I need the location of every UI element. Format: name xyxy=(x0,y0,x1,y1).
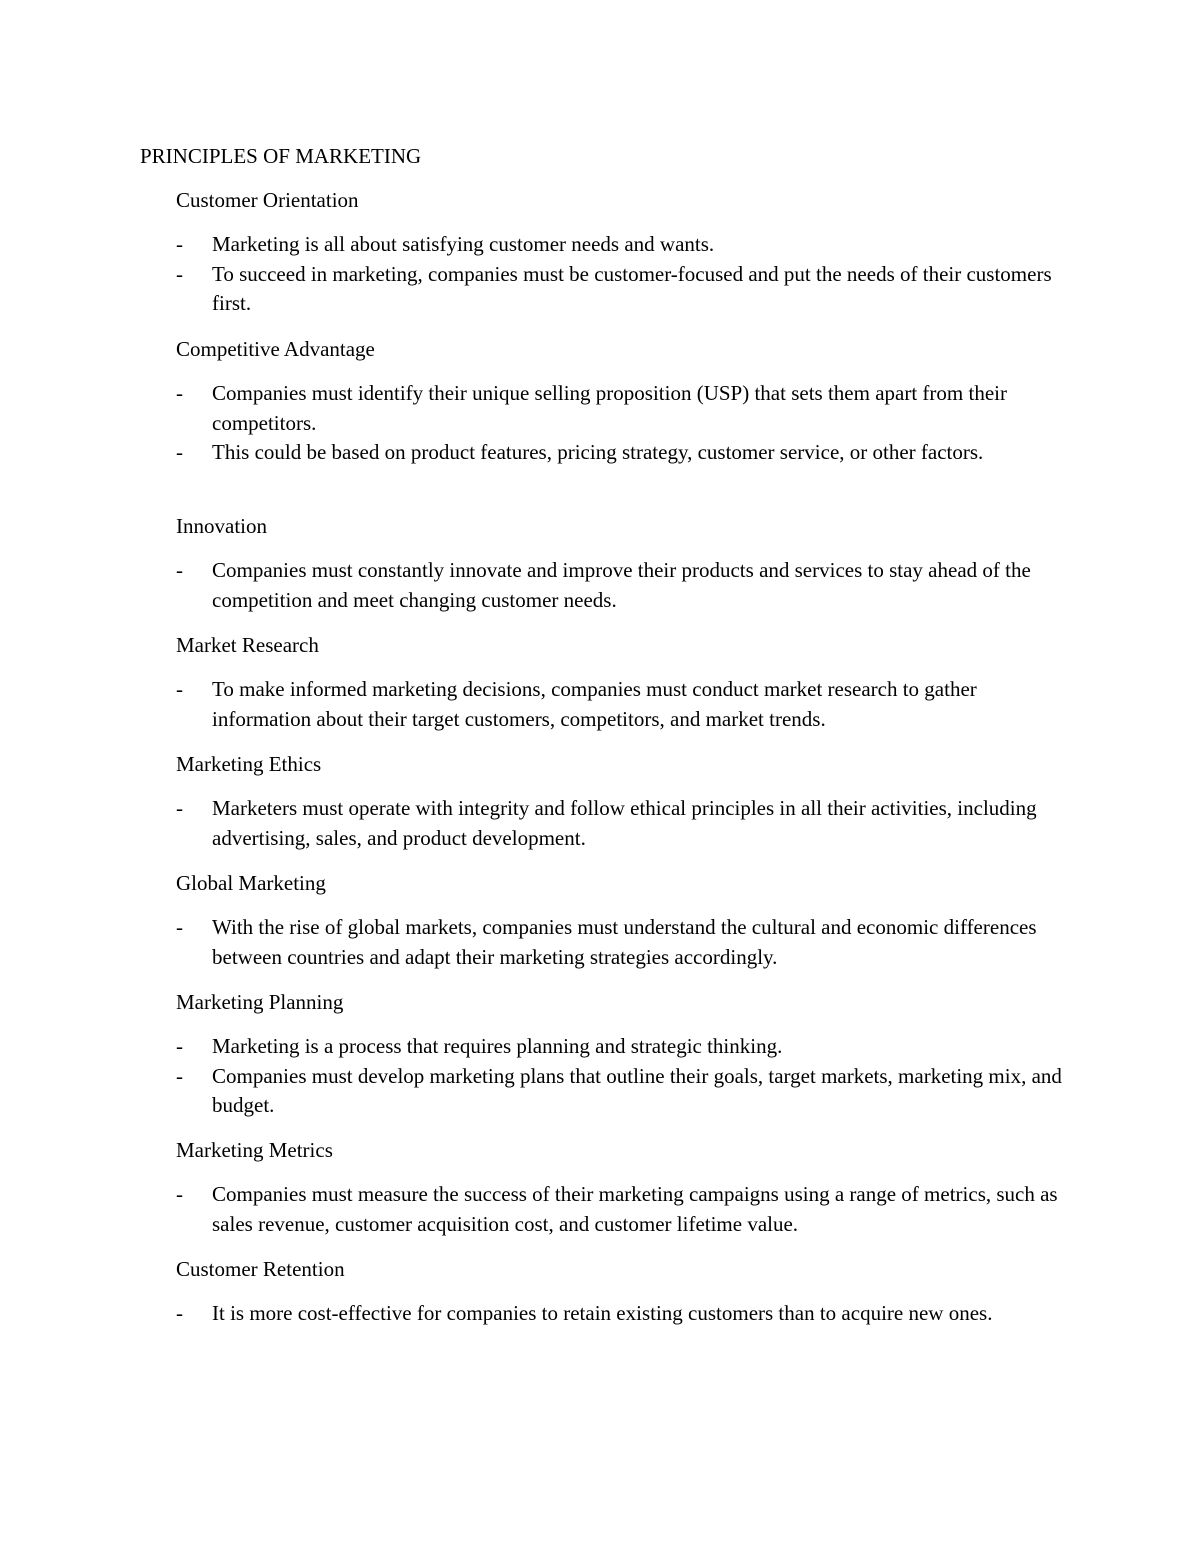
bullet-list xyxy=(176,379,1076,468)
section-marketing-metrics xyxy=(176,1136,1076,1239)
bullet-list xyxy=(176,556,1076,615)
bullet-text: With the rise of global markets, companies must understand the cultural and economic differences between countries and adapt their marketing strategies accordingly. xyxy=(212,915,1037,969)
bullet-text: Marketers must operate with integrity and follow ethical principles in all their activities, including advertising, sales, and product development. xyxy=(212,796,1037,850)
bullet-list xyxy=(176,913,1076,972)
bullet-list xyxy=(176,1299,1076,1329)
document-title: PRINCIPLES OF MARKETING xyxy=(140,144,422,168)
bullet-text: Companies must measure the success of their marketing campaigns using a range of metrics, such as sales revenue, customer acquisition cost, and customer lifetime value. xyxy=(212,1182,1058,1236)
bullet-list xyxy=(176,230,1076,319)
section-heading: Marketing Ethics xyxy=(176,752,322,776)
section-heading: Customer Retention xyxy=(176,1257,345,1281)
bullet-item xyxy=(176,1032,1072,1062)
section-heading: Competitive Advantage xyxy=(176,337,375,361)
section-market-research xyxy=(176,631,1076,734)
bullet-item xyxy=(176,913,1072,972)
dash-bullet-marker: - xyxy=(176,232,183,256)
bullet-list xyxy=(176,1180,1076,1239)
bullet-text: This could be based on product features, pricing strategy, customer service, or other factors. xyxy=(212,440,984,464)
dash-bullet-marker: - xyxy=(176,381,183,405)
bullet-item xyxy=(176,260,1072,319)
bullet-item xyxy=(176,438,1072,468)
bullet-text: Companies must constantly innovate and improve their products and services to stay ahead of the competition and meet changing customer needs. xyxy=(212,558,1031,612)
bullet-item xyxy=(176,556,1072,615)
bullet-list xyxy=(176,675,1076,734)
bullet-text: To make informed marketing decisions, companies must conduct market research to gather information about their target customers, competitors, and market trends. xyxy=(212,677,977,731)
dash-bullet-marker: - xyxy=(176,796,183,820)
bullet-text: Marketing is all about satisfying customer needs and wants. xyxy=(212,232,715,256)
dash-bullet-marker: - xyxy=(176,1034,183,1058)
bullet-text: To succeed in marketing, companies must be customer-focused and put the needs of their customers first. xyxy=(212,261,1052,315)
bullet-item xyxy=(176,794,1072,853)
section-heading: Innovation xyxy=(176,514,267,538)
dash-bullet-marker: - xyxy=(176,440,183,464)
section-global-marketing xyxy=(176,869,1076,972)
bullet-item xyxy=(176,230,1072,260)
section-heading: Market Research xyxy=(176,633,319,657)
section-heading: Marketing Metrics xyxy=(176,1138,333,1162)
bullet-item xyxy=(176,1062,1072,1121)
bullet-text: Companies must identify their unique selling proposition (USP) that sets them apart from their competitors. xyxy=(212,381,1007,435)
dash-bullet-marker: - xyxy=(176,558,183,582)
dash-bullet-marker: - xyxy=(176,915,183,939)
dash-bullet-marker: - xyxy=(176,1182,183,1206)
section-heading: Marketing Planning xyxy=(176,990,344,1014)
bullet-item xyxy=(176,379,1072,438)
dash-bullet-marker: - xyxy=(176,261,183,286)
section-heading: Customer Orientation xyxy=(176,188,359,212)
dash-bullet-marker: - xyxy=(176,1063,183,1088)
bullet-item xyxy=(176,675,1072,734)
bullet-item xyxy=(176,1180,1072,1239)
dash-bullet-marker: - xyxy=(176,1301,183,1325)
section-competitive-advantage xyxy=(176,335,1076,468)
bullet-text: It is more cost-effective for companies to retain existing customers than to acquire new ones. xyxy=(212,1301,993,1325)
section-marketing-planning xyxy=(176,988,1076,1121)
section-innovation xyxy=(176,512,1076,615)
section-customer-retention xyxy=(176,1255,1076,1329)
bullet-item xyxy=(176,1299,1072,1329)
bullet-list xyxy=(176,794,1076,853)
dash-bullet-marker: - xyxy=(176,677,183,701)
bullet-list xyxy=(176,1032,1076,1121)
bullet-text: Companies must develop marketing plans that outline their goals, target markets, marketing mix, and budget. xyxy=(212,1063,1062,1117)
bullet-text: Marketing is a process that requires planning and strategic thinking. xyxy=(212,1034,783,1058)
section-customer-orientation xyxy=(176,186,1076,319)
section-marketing-ethics xyxy=(176,750,1076,853)
section-heading: Global Marketing xyxy=(176,871,326,895)
